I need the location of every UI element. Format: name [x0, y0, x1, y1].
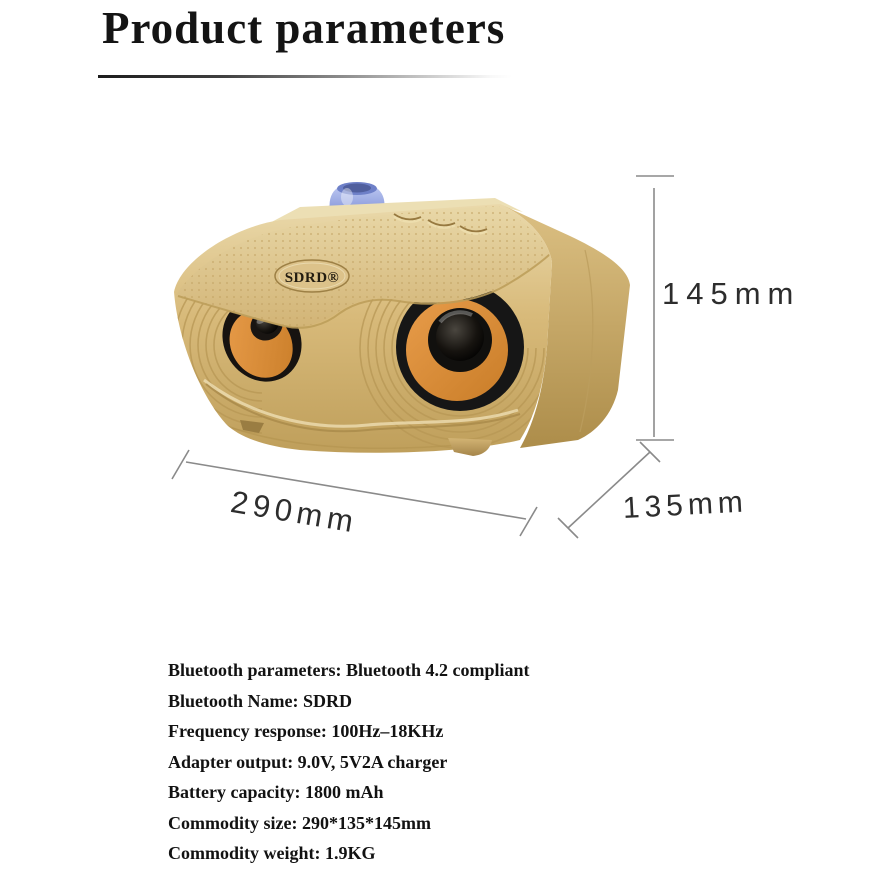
dimension-depth-label: 135mm [622, 485, 749, 525]
spec-line-bluetooth-parameters: Bluetooth parameters: Bluetooth 4.2 compliant [168, 660, 530, 680]
spec-line-adapter-output: Adapter output: 9.0V, 5V2A charger [168, 751, 448, 772]
dimension-width-label: 290mm [228, 484, 361, 540]
spec-list [168, 661, 728, 875]
product-image [0, 150, 885, 580]
title-underline [98, 75, 512, 78]
dimension-height-label: 145mm [662, 276, 801, 311]
spec-line-bluetooth-name: Bluetooth Name: SDRD [168, 690, 352, 711]
brand-logo-text: SDRD® [284, 270, 340, 286]
spec-line-battery-capacity: Battery capacity: 1800 mAh [168, 782, 384, 802]
spec-line-commodity-weight: Commodity weight: 1.9KG [168, 843, 376, 863]
spec-line-frequency-response: Frequency response: 100Hz–18KHz [168, 721, 444, 741]
product-figure [0, 150, 885, 580]
brand-logo [275, 260, 349, 292]
page-title: Product parameters [102, 3, 506, 53]
spec-line-commodity-size: Commodity size: 290*135*145mm [168, 812, 431, 833]
